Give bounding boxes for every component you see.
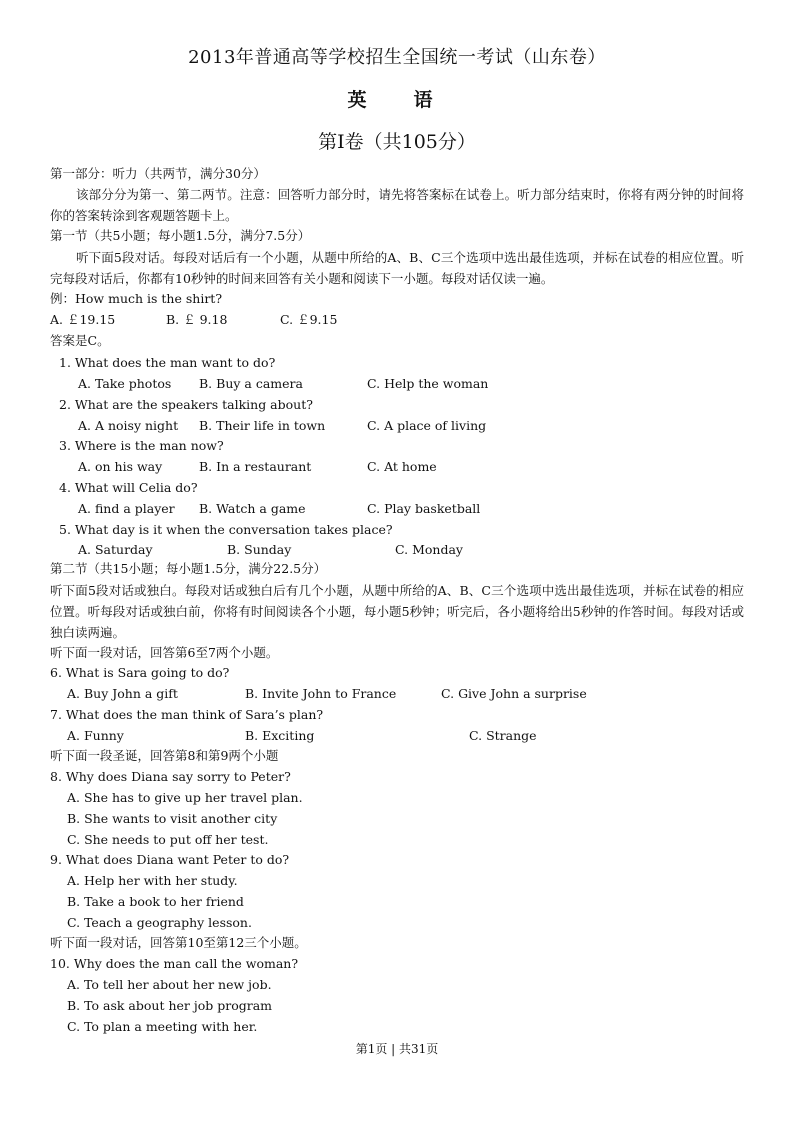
page-footer: 第1页 | 共31页 bbox=[355, 1042, 439, 1056]
q3-option-c: C. At home bbox=[367, 459, 437, 474]
section2-heading: 第二节（共15小题；每小题1.5分，满分22.5分） bbox=[50, 561, 327, 576]
q7-option-b: B. Exciting bbox=[245, 728, 315, 743]
example-option-b: B. ￡ 9.18 bbox=[166, 312, 228, 327]
q1-option-b: B. Buy a camera bbox=[199, 376, 303, 391]
q2-option-b: B. Their life in town bbox=[199, 418, 326, 433]
part1-intro: 该部分分为第一、第二两节。注意：回答听力部分时，请先将答案标在试卷上。听力部分结束时，你将有两分钟的时间将你的答案转涂到客观题答题卡上。 bbox=[50, 187, 744, 223]
dialog1-intro: 听下面一段对话，回答第6至7两个小题。 bbox=[50, 645, 279, 660]
q2-option-a: A. A noisy night bbox=[78, 418, 179, 433]
q10-option-b: B. To ask about her job program bbox=[67, 998, 272, 1013]
q1-option-a: A. Take photos bbox=[78, 376, 172, 391]
q4-option-b: B. Watch a game bbox=[199, 501, 306, 516]
question-8: 8. Why does Diana say sorry to Peter? bbox=[50, 769, 291, 784]
question-5: 5. What day is it when the conversation takes place? bbox=[59, 522, 393, 537]
question-7: 7. What does the man think of Sara’s plan? bbox=[50, 707, 324, 722]
question-10: 10. Why does the man call the woman? bbox=[50, 956, 299, 971]
q6-option-b: B. Invite John to France bbox=[245, 686, 397, 701]
q4-option-a: A. find a player bbox=[78, 501, 175, 516]
section2-instructions: 听下面5段对话或独白。每段对话或独白后有几个小题，从题中所给的A、B、C三个选项中选出最佳选项，并标在试卷的相应位置。听每段对话或独白前，你将有时间阅读各个小题，每小题5秒钟；听完后，各小题将给出5秒钟的作答时间。每段对话或独白读两遍。 bbox=[50, 583, 744, 640]
question-2: 2. What are the speakers talking about? bbox=[59, 397, 313, 412]
q3-option-b: B. In a restaurant bbox=[199, 459, 312, 474]
section1-heading: 第一节（共5小题；每小题1.5分，满分7.5分） bbox=[50, 228, 311, 243]
q8-option-a: A. She has to give up her travel plan. bbox=[67, 790, 303, 805]
example-question: 例：How much is the shirt? bbox=[50, 291, 223, 306]
q5-option-a: A. Saturday bbox=[78, 542, 153, 557]
example-option-a: A. ￡19.15 bbox=[50, 312, 116, 327]
q7-option-a: A. Funny bbox=[67, 728, 124, 743]
question-3: 3. Where is the man now? bbox=[59, 438, 224, 453]
question-1: 1. What does the man want to do? bbox=[59, 355, 276, 370]
q5-option-b: B. Sunday bbox=[227, 542, 292, 557]
q10-option-a: A. To tell her about her new job. bbox=[67, 977, 272, 992]
q8-option-c: C. She needs to put off her test. bbox=[67, 832, 269, 847]
q9-option-b: B. Take a book to her friend bbox=[67, 894, 244, 909]
section1-instructions: 听下面5段对话。每段对话后有一个小题，从题中所给的A、B、C三个选项中选出最佳选项，并标在试卷的相应位置。听完每段对话后，你都有10秒钟的时间来回答有关小题和阅读下一小题。每段对话仅读一遍。 bbox=[50, 250, 744, 286]
q8-option-b: B. She wants to visit another city bbox=[67, 811, 278, 826]
q6-option-c: C. Give John a surprise bbox=[441, 686, 587, 701]
q4-option-c: C. Play basketball bbox=[367, 501, 481, 516]
question-9: 9. What does Diana want Peter to do? bbox=[50, 852, 290, 867]
dialog2-intro: 听下面一段圣诞，回答第8和第9两个小题 bbox=[50, 748, 279, 763]
exam-title: 2013年普通高等学校招生全国统一考试（山东卷） bbox=[188, 47, 606, 68]
volume-title: 第Ⅰ卷（共105分） bbox=[318, 131, 476, 153]
q10-option-c: C. To plan a meeting with her. bbox=[67, 1019, 258, 1034]
question-6: 6. What is Sara going to do? bbox=[50, 665, 230, 680]
q9-option-c: C. Teach a geography lesson. bbox=[67, 915, 252, 930]
q3-option-a: A. on his way bbox=[78, 459, 163, 474]
q7-option-c: C. Strange bbox=[469, 728, 537, 743]
question-4: 4. What will Celia do? bbox=[59, 480, 198, 495]
q5-option-c: C. Monday bbox=[395, 542, 463, 557]
q1-option-c: C. Help the woman bbox=[367, 376, 489, 391]
subject-title: 英 语 bbox=[347, 89, 447, 111]
q6-option-a: A. Buy John a gift bbox=[67, 686, 178, 701]
example-answer: 答案是C。 bbox=[50, 333, 110, 348]
q9-option-a: A. Help her with her study. bbox=[67, 873, 238, 888]
q2-option-c: C. A place of living bbox=[367, 418, 487, 433]
part1-heading: 第一部分：听力（共两节，满分30分） bbox=[50, 166, 266, 181]
dialog3-intro: 听下面一段对话，回答第10至第12三个小题。 bbox=[50, 935, 307, 950]
example-option-c: C. ￡9.15 bbox=[280, 312, 338, 327]
